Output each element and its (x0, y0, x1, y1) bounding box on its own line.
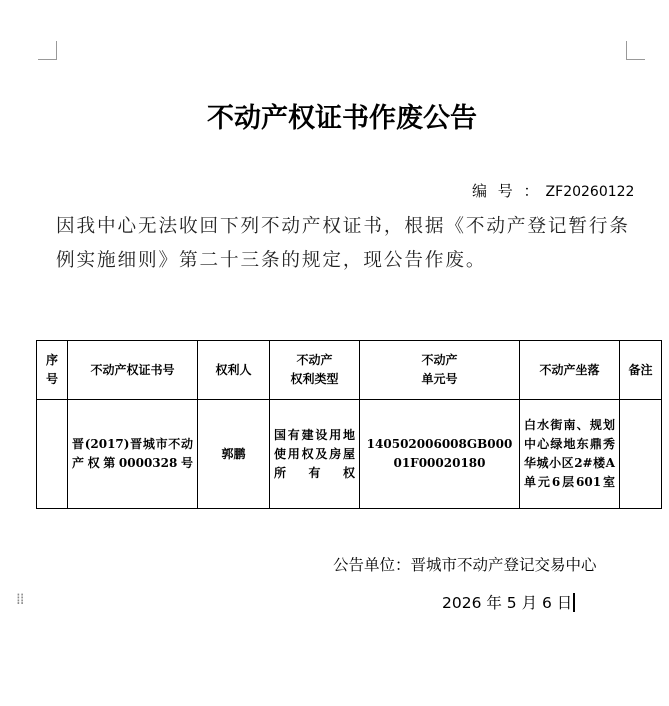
header-remark: 备注 (620, 341, 662, 400)
date-text: 2026 年 5 月 6 日 (442, 594, 573, 612)
cell-location: 白水街南、规划中心绿地东鼎秀华城小区2#楼A单元6层601室 (520, 400, 620, 509)
issuer-line: 公告单位：晋城市不动产登记交易中心 (333, 556, 597, 574)
cell-owner: 郭鹏 (198, 400, 270, 509)
header-right-type: 不动产 权利类型 (270, 341, 360, 400)
text-cursor (573, 593, 575, 612)
header-cert-no: 不动产权证书号 (68, 341, 198, 400)
crop-mark-top-right (626, 41, 645, 60)
crop-mark-top-left (38, 41, 57, 60)
header-location: 不动产坐落 (520, 341, 620, 400)
drag-handle-icon[interactable]: ⁞⁞ (16, 590, 24, 608)
header-owner: 权利人 (198, 341, 270, 400)
header-seq: 序号 (37, 341, 68, 400)
cell-unit-no: 140502006008GB00001F00020180 (360, 400, 520, 509)
cell-cert-no: 晋(2017)晋城市不动产权第0000328号 (68, 400, 198, 509)
cell-right-type: 国有建设用地使用权及房屋所有权 (270, 400, 360, 509)
announcement-body: 因我中心无法收回下列不动产权证书，根据《不动产登记暂行条例实施细则》第二十三条的规定，现公告作废。 (56, 216, 630, 271)
header-unit-no: 不动产 单元号 (360, 341, 520, 400)
document-number (472, 180, 634, 201)
document-number-label: 编 号 ： (472, 182, 542, 200)
certificate-table (36, 340, 662, 509)
table-row (37, 400, 662, 509)
date-line (442, 591, 575, 613)
cell-seq (37, 400, 68, 509)
document-title: 不动产权证书作废公告 (207, 103, 477, 134)
cell-remark (620, 400, 662, 509)
document-number-value: ZF20260122 (545, 184, 635, 200)
table-header-row (37, 341, 662, 400)
